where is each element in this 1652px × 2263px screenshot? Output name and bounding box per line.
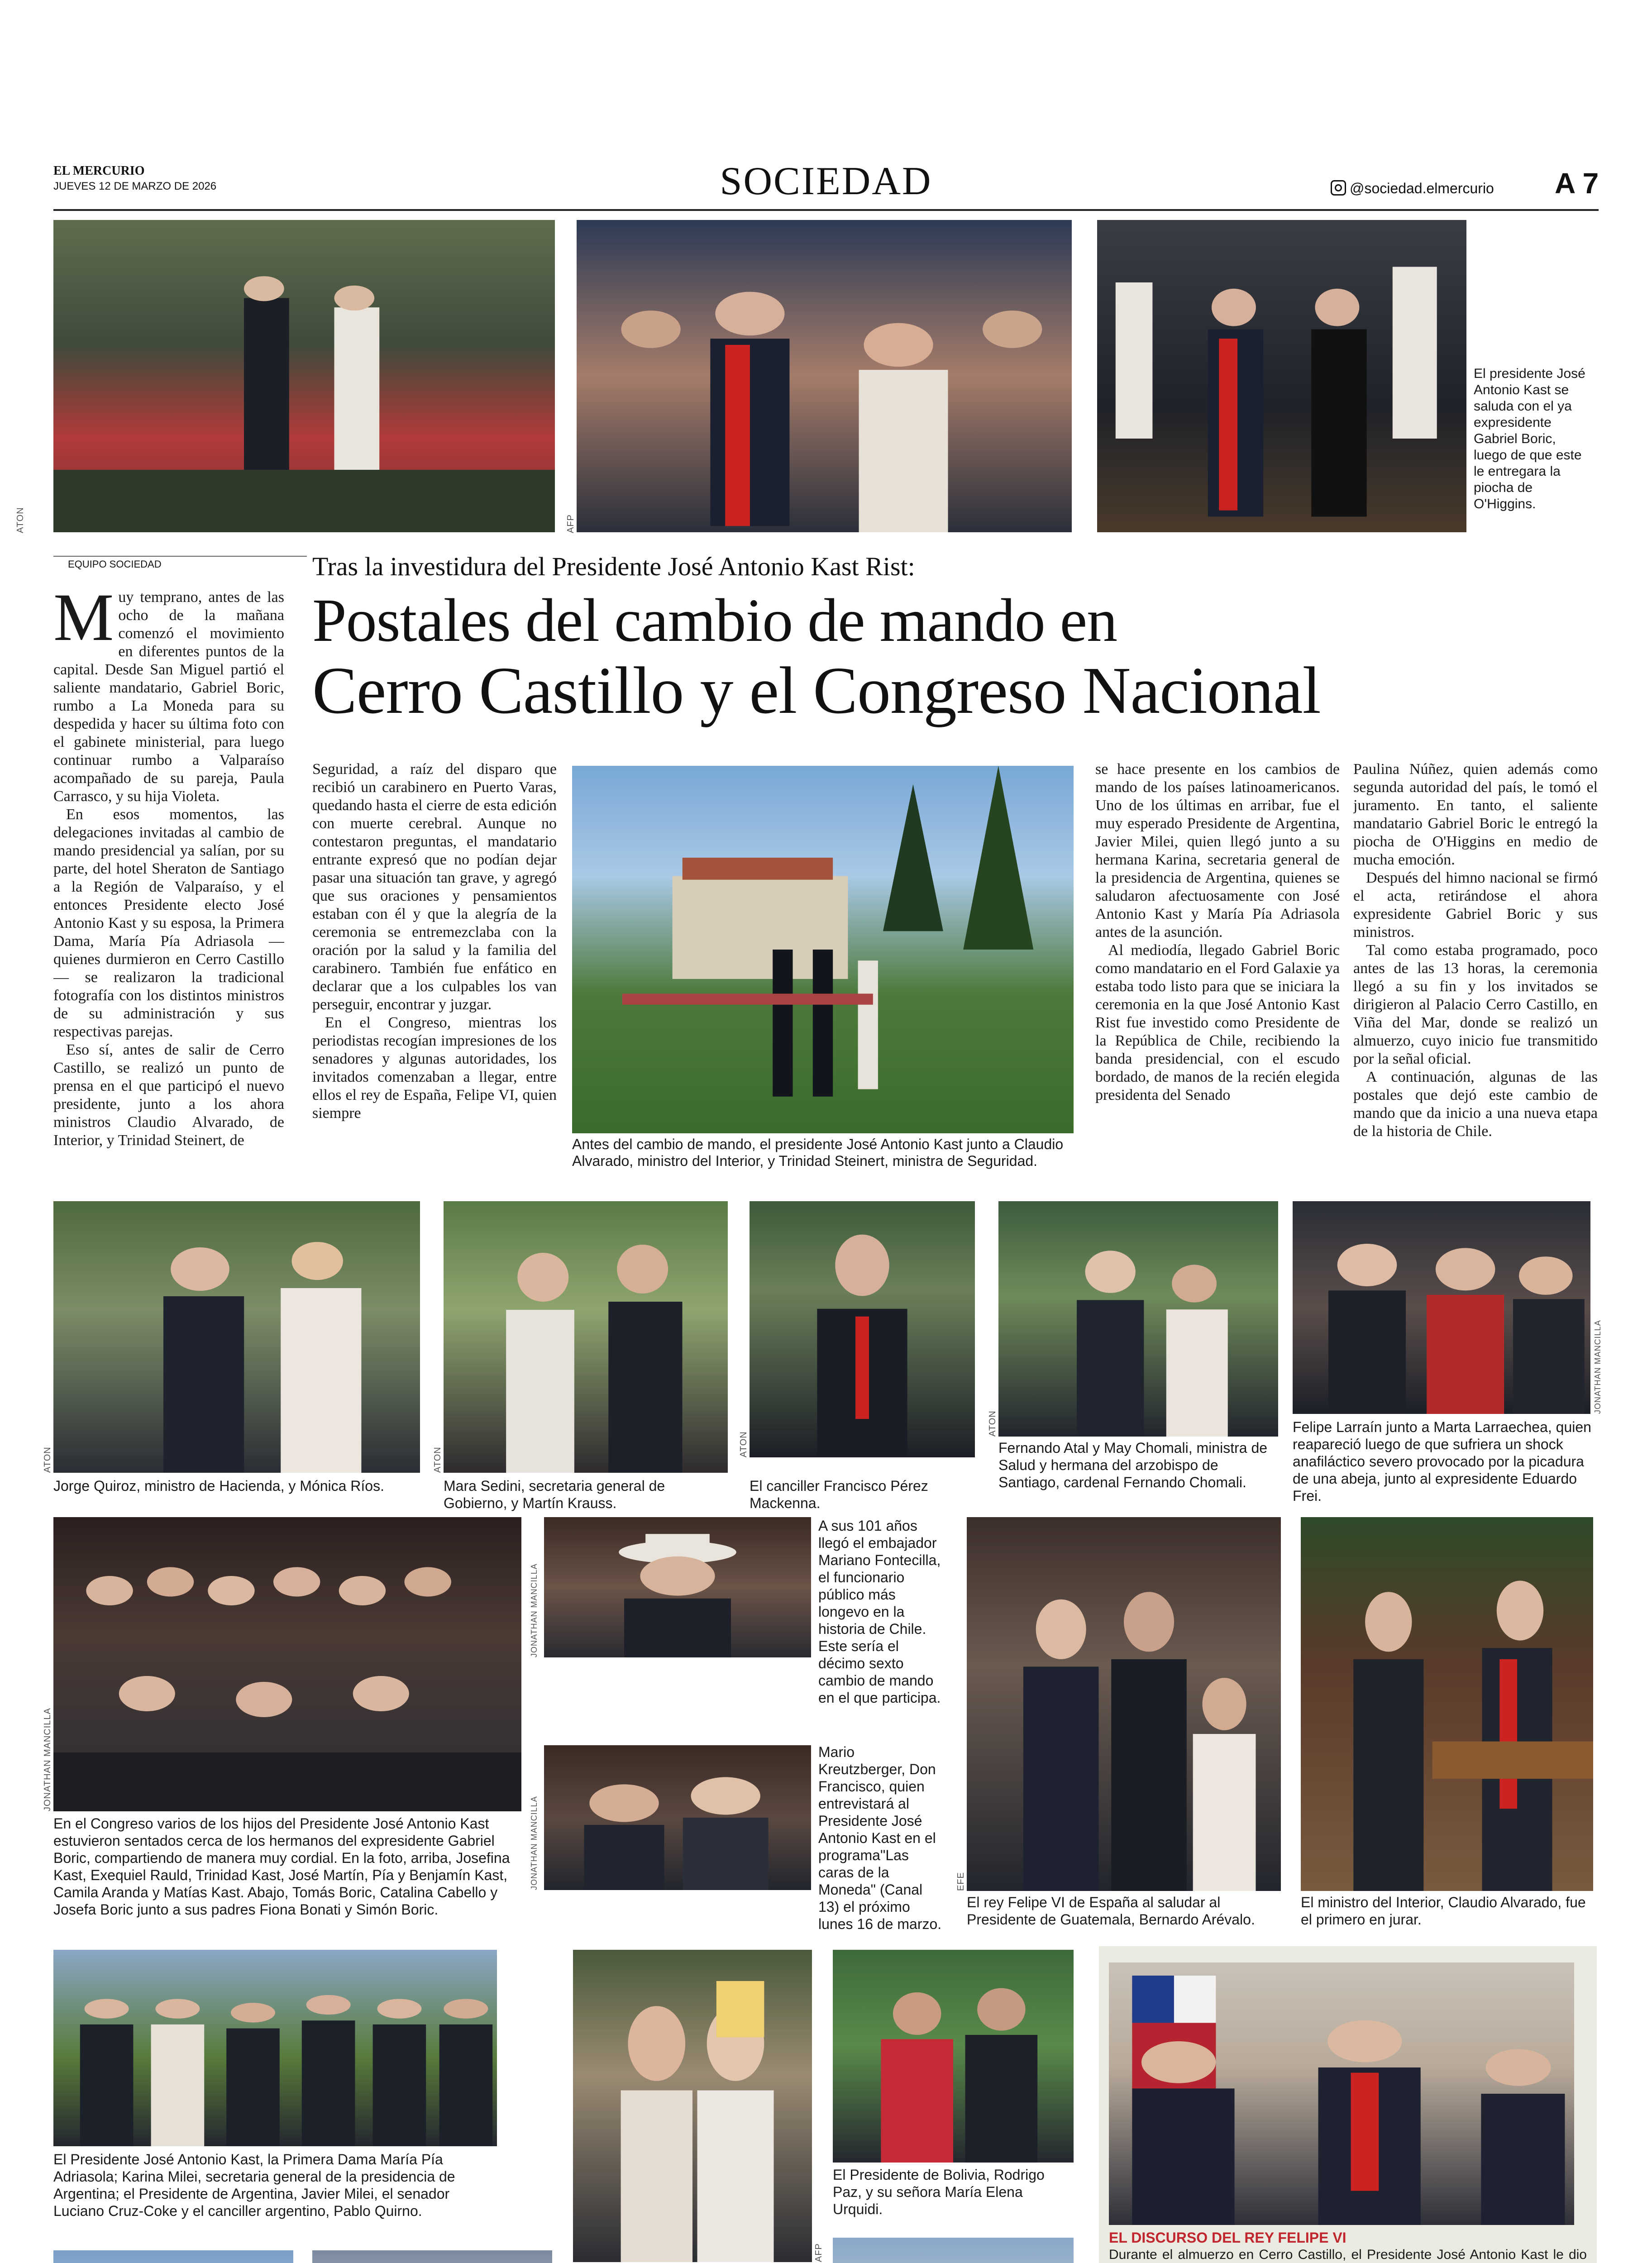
milei-caption: El Presidente José Antonio Kast, la Primera Dama María Pía Adriasola; Karina Milei, secretaria general de la presidencia de Argentina; el Presidente de Argentina, Javier Milei, el senador Luciano Cruz-Coke y el canciller argentino, Pablo Quirno. [53, 2151, 455, 2219]
article-column-3: se hace presente en los cambios de mando de los países latinoamericanos. Uno de los últimas en arribar, fue el muy esperado Presidente de Argentina, Javier Milei, quien llegó junto a su hermana Karina, secretaria general de la presidencia de Argentina, quienes se saludaron afectuosamente con José Antonio Kast y María Pía Adriasola antes de la asunción. Al mediodía, llegado Gabriel Boric como mandatario en el Ford Galaxie ya estaba todo listo para que se iniciara la ceremonia en la que José Antonio Kast Rist fue investido como Presidente de la República de Chile, recibiendo la banda presidencial, con el escudo bordado, de manos de la recién elegida presidenta del Senado [1095, 761, 1340, 1103]
alvarado-caption: El ministro del Interior, Claudio Alvarado, fue el primero en jurar. [1301, 1894, 1586, 1928]
paper-name: EL MERCURIO [53, 164, 145, 178]
photo-atal-chomali [998, 1201, 1278, 1437]
photo-kast-arrival [53, 220, 555, 532]
masthead-rule [53, 209, 1599, 211]
fontecilla-caption: A sus 101 años llegó el embajador Mariano Fontecilla, el funcionario público más longevo en la historia de Chile. Este sería el décimo sexto cambio de mando en el que participa. [818, 1518, 941, 1706]
top-photo-caption: El presidente José Antonio Kast se saluda con el ya expresidente Gabriel Boric, luego de que este le entregara la piocha de O'Higgins. [1474, 366, 1585, 511]
photo-credit: JONATHAN MANCILLA [43, 1708, 53, 1811]
article-column-1: Muy temprano, antes de las ocho de la mañana comenzó el movimiento en diferentes puntos de la capital. Desde San Miguel partió el saliente mandatario, Gabriel Boric, rumbo a La Moneda para su despedida y hacer su última foto con el gabinete ministerial, para luego continuar rumbo a Valparaíso acompañado de su pareja, Paula Carrasco, y su hija Violeta. En esos momentos, las delegaciones invitadas al cambio de mando presidencial ya salían, por su parte, del hotel Sheraton de Santiago a la Región de Valparaíso, y el entonces Presidente electo José Antonio Kast y su esposa, la Primera Dama, María Pía Adriasola —quienes durmieron en Cerro Castillo— se realizaron la tradicional fotografía con los distintos ministros de su administración y sus respectivas parejas. Eso sí, antes de salir de Cerro Castillo, se realizó un punto de prensa en el que participó el nuevo presidente, junto a los ahora ministros Claudio Alvarado, de Interior, y Trinidad Steinert, de [53, 588, 284, 1149]
photo-machado-morel [573, 1950, 812, 2262]
larrain-frei-caption: Felipe Larraín junto a Marta Larraechea, quien reapareció luego de que sufriera un shock anafiláctico severo provocado por la picadura de una abeja, junto al expresidente Eduardo Frei. [1293, 1419, 1591, 1504]
sedini-caption: Mara Sedini, secretaria general de Gobierno, y Martín Krauss. [444, 1478, 665, 1511]
photo-hijos-congreso [53, 1517, 521, 1811]
kicker: Tras la investidura del Presidente José Antonio Kast Rist: [312, 552, 915, 581]
felipe-arevalo-caption: El rey Felipe VI de España al saludar al Presidente de Guatemala, Bernardo Arévalo. [967, 1894, 1255, 1928]
photo-credit: JONATHAN MANCILLA [530, 1796, 539, 1890]
photo-credit: ATON [43, 1447, 53, 1473]
perez-mackenna-caption: El canciller Francisco Pérez Mackenna. [750, 1478, 928, 1511]
discurso-title: EL DISCURSO DEL REY FELIPE VI [1109, 2230, 1346, 2246]
page-number: A 7 [1555, 167, 1599, 200]
center-photo-caption: Antes del cambio de mando, el presidente José Antonio Kast junto a Claudio Alvarado, ministro del Interior, y Trinidad Steinert, ministra de Seguridad. [572, 1136, 1064, 1169]
photo-fontecilla [544, 1517, 811, 1657]
kreutzberger-caption: Mario Kreutzberger, Don Francisco, quien entrevistará al Presidente José Antonio Kast en el programa"Las caras de la Moneda" (Canal 13) el próximo lunes 16 de marzo. [818, 1744, 942, 1932]
photo-credit: ATON [15, 507, 25, 533]
instagram-icon [1331, 180, 1346, 196]
headline-line-2: Cerro Castillo y el Congreso Nacional [312, 654, 1321, 728]
headline-line-1: Postales del cambio de mando en [312, 587, 1117, 654]
photo-cerro-castillo [572, 766, 1074, 1133]
photo-credit: JONATHAN MANCILLA [530, 1563, 539, 1657]
photo-credit: AFP [814, 2243, 824, 2262]
photo-quiroz [53, 1201, 420, 1473]
photo-credit: ATON [739, 1431, 749, 1457]
photo-credit: ATON [988, 1410, 998, 1437]
photo-alvarado-jura [1301, 1517, 1593, 1891]
photo-credit: AFP [566, 514, 576, 533]
photo-felipe-brindis [1109, 1962, 1574, 2225]
quiroz-caption: Jorge Quiroz, ministro de Hacienda, y Mónica Ríos. [53, 1478, 384, 1494]
atal-chomali-caption: Fernando Atal y May Chomali, ministra de Salud y hermana del arzobispo de Santiago, cardenal Fernando Chomali. [998, 1440, 1268, 1490]
photo-felipe-arevalo [967, 1517, 1281, 1891]
paz-caption: El Presidente de Bolivia, Rodrigo Paz, y su señora María Elena Urquidi. [833, 2167, 1045, 2217]
photo-larrain-frei [1293, 1201, 1590, 1414]
article-column-4: Paulina Núñez, quien además como segunda autoridad del país, le tomó el juramento. En tanto, el saliente mandatario Gabriel Boric le entregó la piocha de O'Higgins en medio de mucha emoción. Después del himno nacional se firmó el acta, retirándose el ahora expresidente Gabriel Boric y sus ministros. Tal como estaba programado, poco antes de las 13 horas, la ceremonia llegó a su fin y los invitados se dirigieron al Palacio Cerro Castillo, en Viña del Mar, donde se realizó un almuerzo, cuyo inicio fue transmitido por la señal oficial. A continuación, algunas de las postales que dejó este cambio de mando que da inicio a una nueva etapa de la historia de Chile. [1353, 761, 1598, 1140]
discurso-text: Durante el almuerzo en Cerro Castillo, el Presidente José Antonio Kast le dio [1109, 2247, 1587, 2262]
photo-paz [833, 1950, 1074, 2163]
byline-rule [53, 556, 307, 557]
hijos-caption: En el Congreso varios de los hijos del Presidente José Antonio Kast estuvieron sentados cerca de los hermanos del expresidente Gabriel Boric, compartiendo de manera muy cordial. En la foto, arriba, Josefina Kast, Exequiel Rauld, Trinidad Kast, José Martín, Pía y Benjamín Kast, Camila Aranda y Matías Kast. Abajo, Tomás Boric, Catalina Cabello y Josefa Boric junto a sus padres Fiona Bonati y Simón Boric. [53, 1815, 510, 1918]
photo-credit: ATON [433, 1447, 443, 1473]
photo-kreutzberger [544, 1745, 811, 1890]
photo-noboa [312, 2250, 552, 2263]
photo-milei-kast [53, 1950, 497, 2146]
photo-credit: EFE [956, 1872, 966, 1891]
photo-credit: JONATHAN MANCILLA [1593, 1320, 1602, 1414]
paper-date: JUEVES 12 DE MARZO DE 2026 [53, 180, 217, 192]
dropcap: M [53, 588, 114, 655]
discurso-box [1099, 1946, 1597, 2263]
instagram-handle[interactable]: @sociedad.elmercurio [1331, 180, 1494, 197]
photo-landau [53, 2250, 293, 2263]
photo-sedini [444, 1201, 728, 1473]
byline: EQUIPO SOCIEDAD [68, 559, 162, 570]
photo-kast-crowd [577, 220, 1072, 532]
article-column-2: Seguridad, a raíz del disparo que recibió un carabinero en Puerto Varas, quedando hasta el cierre de esta edición con muerte cerebral. Aunque no contestaron preguntas, el mandatario entrante expresó que no podían dejar pasar una situación tan grave, y agregó que sus oraciones y pensamientos estaban con él y que la alegría de la ceremonia se entremezclaba con la oración por la salud y la familia del carabinero. También fue enfático en declarar que a los culpables los van perseguir, encontrar y juzgar. En el Congreso, mientras los periodistas recogían impresiones de los senadores y algunas autoridades, los invitados comenzaban a llegar, entre ellos el rey de España, Felipe VI, quien siempre [312, 761, 557, 1122]
photo-perez-mackenna [750, 1201, 975, 1457]
photo-pena [833, 2238, 1074, 2263]
photo-boric-kast-handshake [1097, 220, 1466, 532]
section-title: SOCIEDAD [720, 159, 932, 203]
